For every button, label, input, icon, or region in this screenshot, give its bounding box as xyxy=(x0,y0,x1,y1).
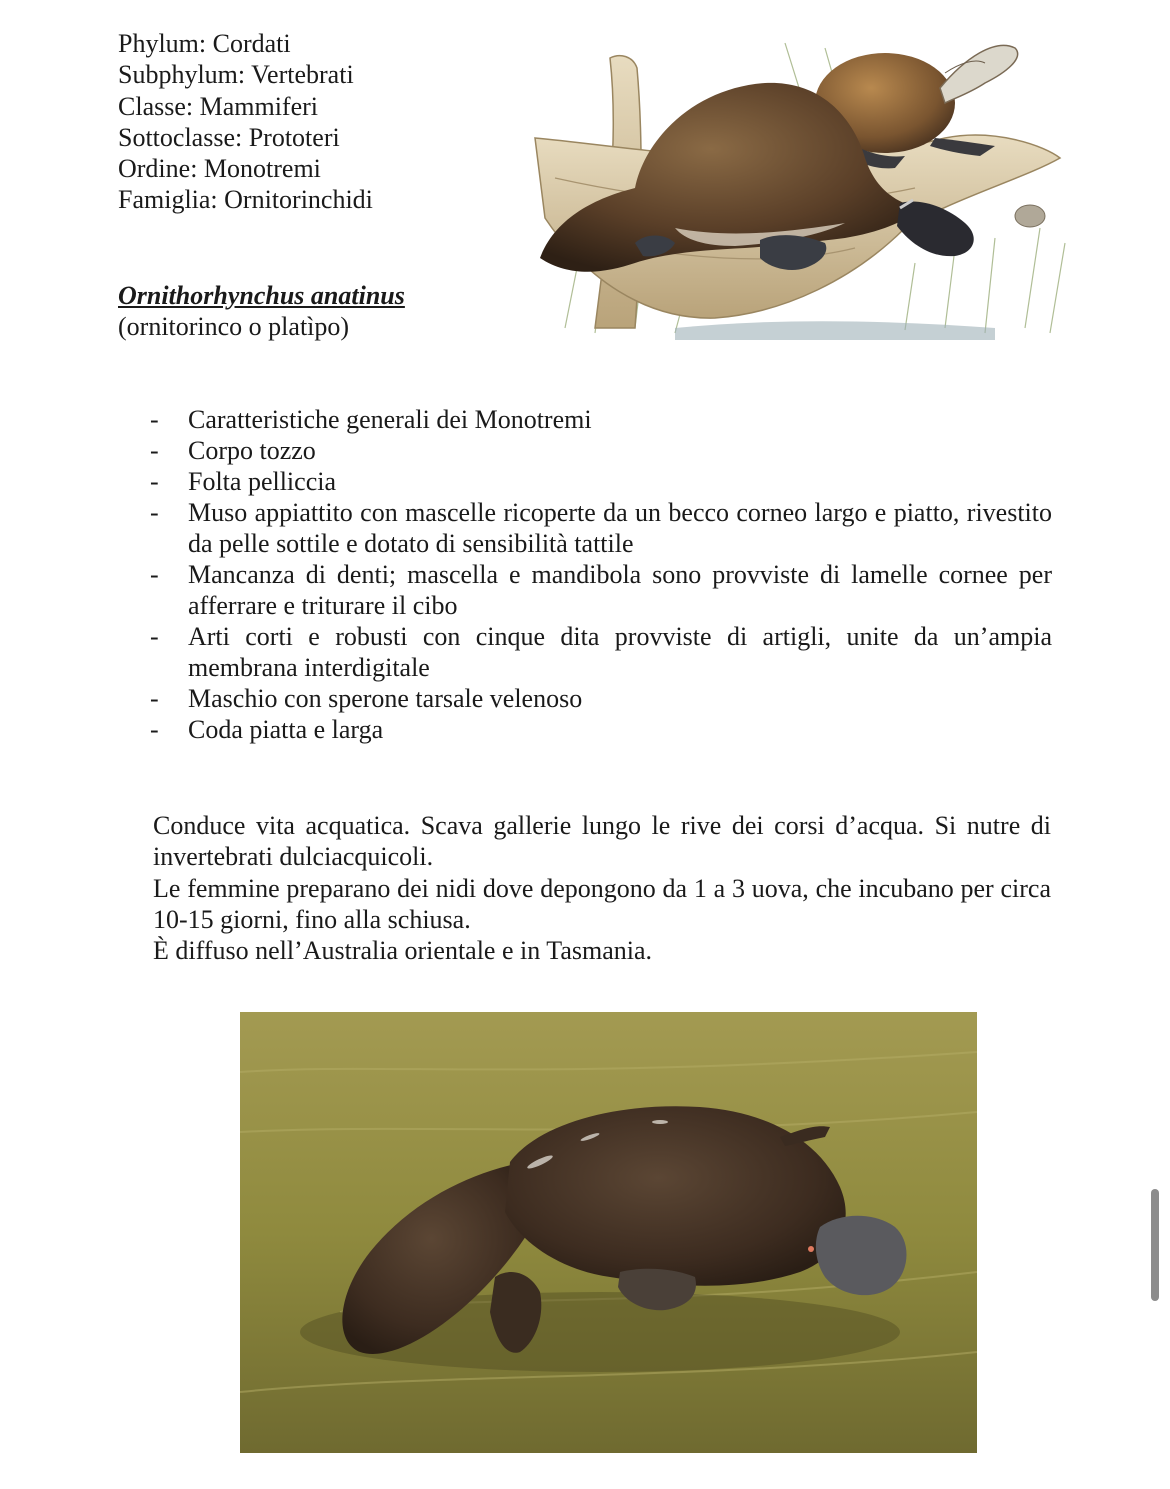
species-block xyxy=(118,280,405,342)
list-item: - Maschio con sperone tarsale velenoso xyxy=(150,684,583,713)
taxonomy-subphylum: Subphylum: Vertebrati xyxy=(118,60,354,90)
list-item: - Folta pelliccia xyxy=(150,467,337,496)
bullet-marker: - xyxy=(150,405,159,434)
taxonomy-block xyxy=(118,28,373,216)
taxonomy-class: Classe: Mammiferi xyxy=(118,91,319,121)
platypus-photo xyxy=(240,1012,977,1453)
list-item: - Corpo tozzo xyxy=(150,436,316,465)
bullet-marker: - xyxy=(150,622,159,651)
bullet-marker: - xyxy=(150,467,159,496)
list-item: - Arti corti e robusti con cinque dita provviste di artigli, unite da un’ampia membrana interdigitale xyxy=(150,622,1052,682)
description-block xyxy=(153,810,1051,966)
list-item: - Coda piatta e larga xyxy=(150,715,384,744)
bullet-marker: - xyxy=(150,560,159,589)
list-item: - Muso appiattito con mascelle ricoperte da un becco corneo largo e piatto, rivestito da pelle sottile e dotato di sensibilità tattile xyxy=(150,498,1052,558)
bullet-marker: - xyxy=(150,715,159,744)
platypus-illustration xyxy=(525,28,1070,340)
taxonomy-family: Famiglia: Ornitorinchidi xyxy=(118,185,373,215)
paragraph-distribution: È diffuso nell’Australia orientale e in Tasmania. xyxy=(153,936,653,966)
species-scientific-name: Ornithorhynchus anatinus xyxy=(118,281,405,310)
bullet-marker: - xyxy=(150,498,159,527)
list-item: - Caratteristiche generali dei Monotremi xyxy=(150,405,592,434)
species-common-name: (ornitorinco o platìpo) xyxy=(118,312,350,341)
features-list xyxy=(150,404,1052,745)
paragraph-reproduction: Le femmine preparano dei nidi dove depongono da 1 a 3 uova, che incubano per circa 10-15 giorni, fino alla schiusa. xyxy=(153,873,1051,934)
bullet-marker: - xyxy=(150,684,159,713)
taxonomy-order: Ordine: Monotremi xyxy=(118,154,321,184)
list-item: - Mancanza di denti; mascella e mandibola sono provviste di lamelle cornee per afferrare e triturare il cibo xyxy=(150,560,1052,620)
taxonomy-phylum: Phylum: Cordati xyxy=(118,29,291,58)
scrollbar-thumb[interactable] xyxy=(1151,1189,1159,1301)
paragraph-habitat: Conduce vita acquatica. Scava gallerie lungo le rive dei corsi d’acqua. Si nutre di invertebrati dulciacquicoli. xyxy=(153,811,1051,872)
taxonomy-subclass: Sottoclasse: Prototeri xyxy=(118,122,340,152)
bullet-marker: - xyxy=(150,436,159,465)
